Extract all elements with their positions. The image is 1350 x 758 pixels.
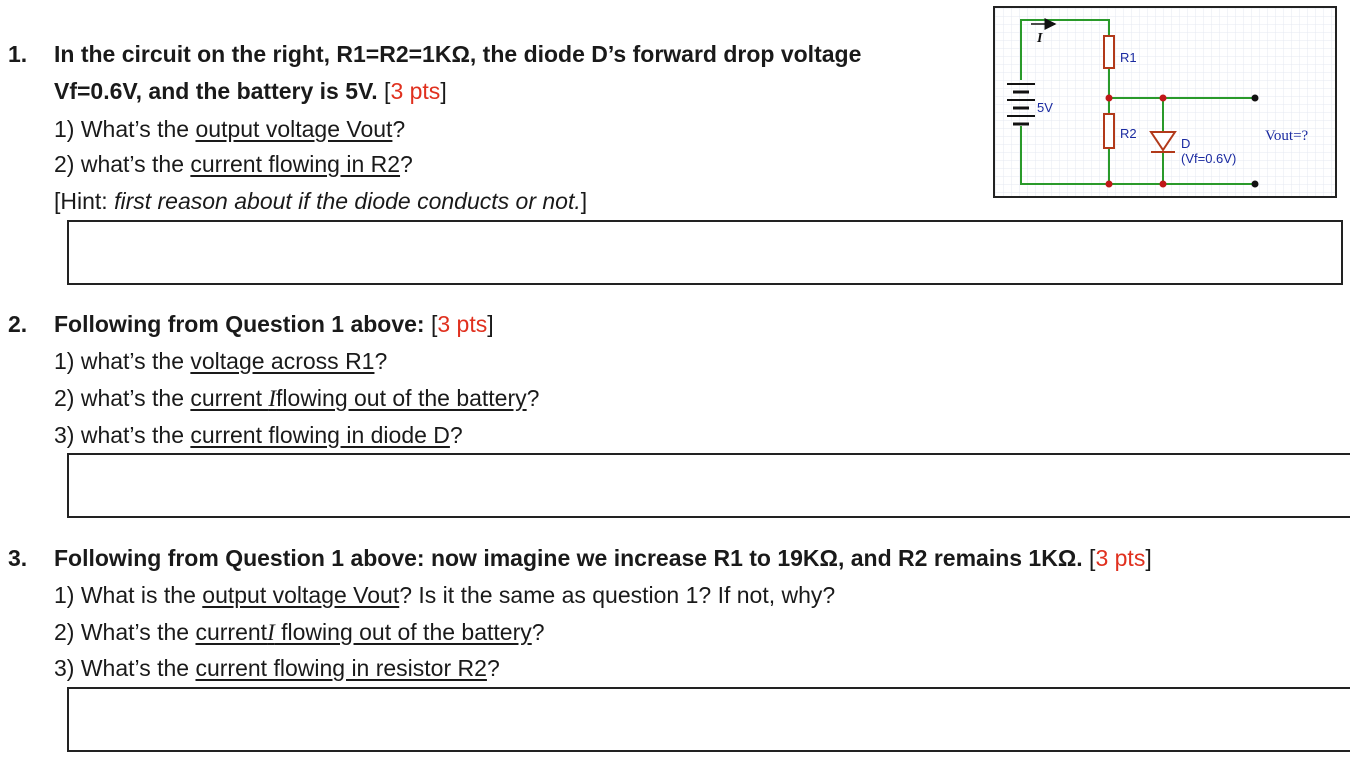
diode-vf-label: (Vf=0.6V) [1181,151,1237,166]
resistor-r2 [1104,114,1114,148]
resistor-r1 [1104,36,1114,68]
question-number: 2. [8,311,28,337]
current-label: I [1037,31,1043,46]
question-3-sub-3: 3) What’s the current flowing in resistor R2? [54,655,500,681]
answer-box-2[interactable] [67,453,1350,518]
question-number: 3. [8,545,28,571]
question-2-sub-2: 2) what’s the current Iflowing out of the battery? [54,385,540,411]
question-2-sub-3: 3) what’s the current flowing in diode D? [54,422,463,448]
r1-label: R1 [1120,50,1137,65]
answer-box-3[interactable] [67,687,1350,752]
question-1-line-1: In the circuit on the right, R1=R2=1KΩ, the diode D’s forward drop voltage [54,41,862,67]
circuit-svg [995,8,1335,196]
battery-label: 5V [1037,100,1053,115]
vout-label: Vout=? [1265,128,1309,144]
question-3-sub-2: 2) What’s the currentI flowing out of the battery? [54,619,545,645]
r2-label: R2 [1120,126,1137,141]
question-1-hint: [Hint: first reason about if the diode conducts or not.] [54,188,588,214]
points: 3 pts [1095,545,1146,571]
question-2-title: Following from Question 1 above: [3 pts] [54,311,494,337]
question-1-sub-1: 1) What’s the output voltage Vout? [54,116,406,142]
question-1-sub-2: 2) what’s the current flowing in R2? [54,151,413,177]
question-1-line-2: Vf=0.6V, and the battery is 5V. [3 pts] [54,78,447,104]
question-number: 1. [8,41,28,67]
question-2-sub-1: 1) what’s the voltage across R1? [54,348,388,374]
question-3-sub-1: 1) What is the output voltage Vout? Is it the same as question 1? If not, why? [54,582,836,608]
circuit-diagram [993,6,1337,198]
question-3-title: Following from Question 1 above: now imagine we increase R1 to 19KΩ, and R2 remains 1KΩ. [3 pts] [54,545,1152,571]
points: 3 pts [390,78,441,104]
points: 3 pts [437,311,488,337]
diode-label: D [1181,136,1191,151]
answer-box-1[interactable] [67,220,1343,285]
